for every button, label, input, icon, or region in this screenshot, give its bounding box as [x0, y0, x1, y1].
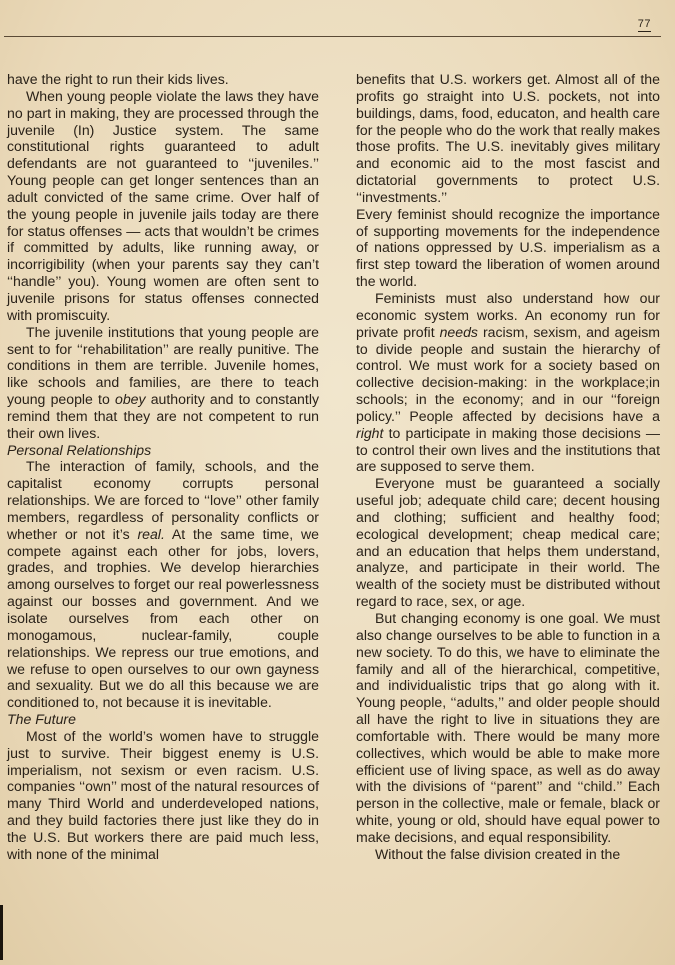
- paragraph: Most of the world’s women have to struggle just to survive. Their biggest enemy is U.S. imperialism, not sexism or even racism. U.S. companies ‘‘own’’ most of the natural resources of many Third World and underdeveloped nations, and they build factories there just like they do in the U.S. But workers there are paid much less, with none of the minimal: [7, 727, 319, 862]
- binding-edge: [0, 905, 3, 960]
- paragraph: Everyone must be guaranteed a socially useful job; adequate child care; decent housing and clothing; sufficient and healthy food; ecological development; cheap medical care; and an education that helps them understand, analyze, and participate in their world. The wealth of the society must be distributed without regard to race, sex, or age.: [356, 475, 660, 610]
- paragraph: benefits that U.S. workers get. Almost all of the profits go straight into U.S. pockets, not into buildings, dams, food, educaton, and health care for the people who do the work that really makes those profits. The U.S. inevitably gives military and economic aid to the most fascist and dictatorial governments to protect U.S. ‘‘investments.’’: [356, 71, 661, 205]
- section-heading: Personal Relationships: [7, 441, 152, 458]
- paragraph: [7, 324, 319, 442]
- text-run: At the same time, we compete against each other for jobs, lovers, grades, and trophies. We develop hierarchies among ourselves to forget our real powerlessness against our bosses and government. And we isolate ourselves from each other on monogamous, nuclear-family, couple relationships. We repress our true emotions, and we refuse to open ourselves to our own gayness and sexuality. But we do all this because we are conditioned to, not because it is inevitable.: [7, 525, 319, 711]
- paragraph: But changing economy is one goal. We must also change ourselves to be able to function in a new society. To do this, we have to eliminate the family and all of the hierarchical, competitive, and individualistic trips that go along with it. Young people, ‘‘adults,’’ and older people should all have the right to live in situations they are comfortable with. There would be many more collectives, which would be able to make more efficient use of living space, as well as do away with the divisions of ‘‘parent’’ and ‘‘child.’’ Each person in the collective, male or female, black or white, young or old, should have equal power to make decisions, and equal responsibility.: [356, 610, 660, 845]
- header-rule: [4, 36, 661, 37]
- emphasis: obey: [114, 391, 146, 408]
- paragraph: Every feminist should recognize the importance of supporting movements for the independence of nations oppressed by U.S. imperialism as a first step toward the liberation of women around the world.: [356, 205, 660, 290]
- text-run: The juvenile institutions that young people are sent to for ‘‘rehabilitation’’ are really punitive. The conditions in them are terrible. Juvenile homes, like schools and families, are there to teach young people to: [7, 323, 319, 408]
- paragraph: have the right to run their kids lives.: [7, 71, 229, 87]
- emphasis: right: [356, 424, 384, 441]
- paragraph: [356, 290, 660, 475]
- right-column: [356, 71, 660, 863]
- text-run: Feminists must also understand how our economic system works. An economy run for private profit: [356, 289, 660, 340]
- section-heading: The Future: [7, 711, 76, 728]
- page-number: 77: [637, 18, 651, 30]
- left-column: [7, 71, 319, 863]
- text-run: to participate in making those decisions — to control their own lives and the institutions that are supposed to serve them.: [356, 424, 660, 475]
- paragraph: Without the false division created in the: [375, 845, 621, 862]
- text-run: racism, sexism, and ageism to divide people and sustain the hierarchy of control. We must work for a society based on collective decision-making: in the workplace;in schools; in the economy; and in our ‘‘foreign policy.’’ People affected by decisions have a: [356, 323, 660, 424]
- paragraph: When young people violate the laws they have no part in making, they are processed through the juvenile (In) Justice system. The same constitutional rights guaranteed to adult defendants are not guaranteed to ‘‘juveniles.’’ Young people can get longer sentences than an adult convicted of the same crime. Over half of the young people in juvenile jails today are there for status offenses — acts that wouldn’t be crimes if committed by adults, like running away, or incorrigibility (when your parents say they can’t ‘‘handle’’ you). Young women are often sent to juvenile prisons for status offenses connected with promiscuity.: [7, 87, 319, 323]
- text-run: The interaction of family, schools, and the capitalist economy corrupts personal relationships. We are forced to ‘‘love’’ other family members, regardless of personality conflicts or whether or not it’s: [7, 458, 319, 542]
- paragraph: [7, 458, 319, 711]
- emphasis: needs: [439, 323, 478, 340]
- emphasis: real.: [137, 525, 165, 542]
- text-run: authority and to constantly remind them that they are not competent to run their own lives.: [7, 391, 319, 441]
